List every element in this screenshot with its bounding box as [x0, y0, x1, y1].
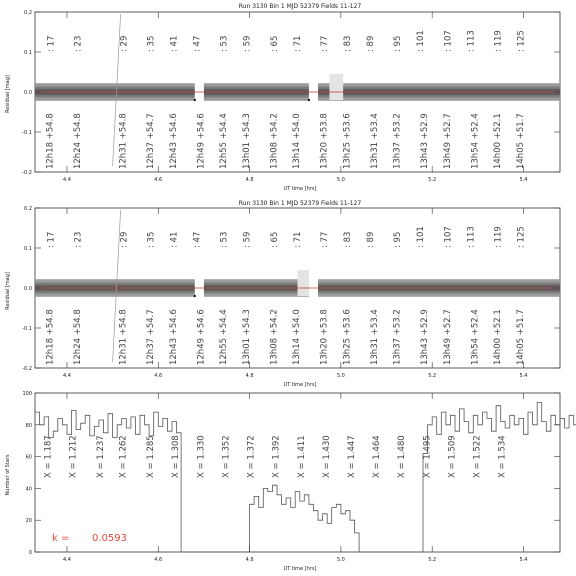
- y-tick-label: 0.0: [24, 90, 32, 96]
- field-label: : 119: [493, 30, 504, 52]
- coord-label: 13h43 +52.9: [420, 309, 431, 365]
- x-tick-label: 4.6: [154, 177, 163, 183]
- coord-label: 12h49 +54.6: [196, 113, 207, 169]
- coord-label: 14h05 +51.7: [515, 113, 526, 169]
- airmass-label: X = 1.509: [447, 435, 458, 478]
- airmass-label: X = 1.392: [271, 435, 282, 478]
- coord-label: 12h55 +54.4: [219, 309, 230, 365]
- coord-label: 13h54 +52.4: [470, 309, 481, 365]
- airmass-label: X = 1.212: [68, 435, 79, 478]
- panel-title: Run 3130 Bin 1 MJD 52379 Fields 11-127: [238, 3, 362, 10]
- y-tick-label: 80: [25, 422, 32, 429]
- field-label: : 47: [192, 35, 203, 52]
- y-axis-label: Residual [mag]: [5, 75, 11, 113]
- airmass-label: X = 1.352: [221, 435, 232, 478]
- field-label: : 17: [46, 35, 57, 52]
- field-label: : 89: [365, 231, 376, 248]
- coord-label: 13h49 +52.7: [442, 113, 453, 169]
- x-tick-label: 4.8: [245, 557, 254, 563]
- airmass-label: X = 1.522: [472, 435, 483, 478]
- x-axis-label: UT time [hrs]: [283, 186, 317, 192]
- x-tick-label: 4.4: [62, 177, 71, 183]
- field-label: : 107: [443, 226, 454, 248]
- coord-label: 12h49 +54.6: [196, 309, 207, 365]
- airmass-label: X = 1.262: [118, 435, 129, 478]
- field-label: : 65: [269, 35, 280, 52]
- airmass-label: X = 1.480: [397, 435, 408, 478]
- field-label: : 101: [416, 30, 427, 52]
- field-label: : 95: [393, 231, 404, 248]
- airmass-label: X = 1.285: [146, 435, 157, 478]
- field-label: : 65: [269, 231, 280, 248]
- field-label: : 47: [192, 231, 203, 248]
- y-tick-label: -0.1: [22, 130, 32, 136]
- field-label: : 83: [343, 231, 353, 248]
- airmass-label: X = 1.495: [422, 435, 433, 478]
- gap-dot: [194, 295, 196, 297]
- airmass-label: X = 1.464: [372, 435, 383, 478]
- field-label: : 71: [292, 35, 303, 52]
- coord-label: 13h20 +53.8: [319, 113, 330, 169]
- field-label: : 59: [242, 231, 253, 248]
- y-tick-label: 100: [22, 391, 32, 397]
- x-tick-label: 5.2: [428, 373, 437, 379]
- field-label: : 23: [73, 231, 84, 248]
- field-label: : 101: [416, 226, 427, 248]
- coord-label: 14h00 +52.1: [493, 113, 504, 169]
- coord-label: 13h01 +54.3: [242, 309, 252, 365]
- airmass-label: X = 1.534: [497, 435, 508, 478]
- x-tick-label: 5.4: [519, 373, 528, 379]
- airmass-label: X = 1.308: [171, 435, 182, 478]
- field-label: : 17: [46, 231, 57, 248]
- coord-label: 12h18 +54.8: [45, 309, 56, 365]
- airmass-label: X = 1.372: [246, 435, 257, 478]
- field-label: : 35: [146, 231, 157, 248]
- coord-label: 13h37 +53.2: [392, 309, 403, 365]
- airmass-label: X = 1.447: [347, 435, 357, 478]
- field-label: : 77: [320, 231, 331, 248]
- coord-label: 12h43 +54.6: [168, 309, 179, 365]
- coord-label: 13h37 +53.2: [392, 113, 403, 169]
- coord-label: 13h01 +54.3: [242, 113, 252, 169]
- x-axis-label: UT time [hrs]: [283, 566, 317, 572]
- field-label: : 107: [443, 30, 454, 52]
- k-value: 0.0593: [92, 533, 127, 544]
- field-label: : 125: [516, 226, 527, 248]
- residual-panel-middle: [5, 200, 560, 388]
- x-tick-label: 4.4: [62, 373, 71, 379]
- gap-dot: [308, 99, 310, 101]
- x-axis-label: UT time [hrs]: [283, 382, 317, 388]
- field-label: : 83: [343, 35, 353, 52]
- coord-label: 12h31 +54.8: [118, 309, 129, 365]
- y-tick-label: 0: [28, 550, 32, 556]
- highlight-block: [298, 270, 309, 296]
- coord-label: 14h00 +52.1: [493, 309, 504, 365]
- airmass-label: X = 1.187: [43, 435, 54, 478]
- x-tick-label: 5.4: [519, 177, 528, 183]
- coord-label: 13h14 +54.0: [292, 113, 303, 169]
- airmass-label: X = 1.330: [196, 435, 207, 478]
- y-tick-label: 20: [25, 518, 32, 525]
- coord-label: 12h43 +54.6: [168, 113, 179, 169]
- x-tick-label: 5.0: [336, 557, 345, 563]
- coord-label: 13h31 +53.4: [369, 113, 380, 169]
- x-tick-label: 4.8: [245, 177, 254, 183]
- x-tick-label: 4.4: [62, 557, 71, 563]
- y-axis-label: Residual [mag]: [5, 272, 11, 310]
- coord-label: 13h20 +53.8: [319, 309, 330, 365]
- coord-label: 13h43 +52.9: [420, 113, 431, 169]
- x-tick-label: 5.4: [519, 557, 528, 563]
- y-axis-label: Number of Stars: [5, 454, 11, 496]
- y-tick-label: 0.2: [24, 206, 32, 212]
- coord-label: 12h55 +54.4: [219, 113, 230, 169]
- coord-label: 13h25 +53.6: [342, 113, 353, 169]
- coord-label: 12h24 +54.8: [73, 113, 84, 169]
- field-label: : 71: [292, 231, 303, 248]
- field-label: : 35: [146, 35, 157, 52]
- y-tick-label: 40: [25, 486, 32, 493]
- panel-title: Run 3130 Bin 1 MJD 52379 Fields 11-127: [238, 200, 362, 207]
- x-tick-label: 5.0: [336, 373, 345, 379]
- field-label: : 23: [73, 35, 84, 52]
- x-tick-label: 5.2: [428, 177, 437, 183]
- coord-label: 12h37 +54.7: [146, 309, 157, 365]
- x-tick-label: 4.6: [154, 557, 163, 563]
- x-tick-label: 4.8: [245, 373, 254, 379]
- y-tick-label: -0.2: [22, 170, 32, 176]
- gap-dot: [194, 99, 196, 101]
- field-label: : 95: [393, 35, 404, 52]
- field-label: : 41: [169, 35, 180, 52]
- highlight-block: [329, 74, 343, 100]
- airmass-label: X = 1.430: [321, 435, 332, 478]
- x-tick-label: 4.6: [154, 373, 163, 379]
- coord-label: 12h31 +54.8: [118, 113, 129, 169]
- coord-label: 14h05 +51.7: [515, 309, 526, 365]
- field-label: : 125: [516, 30, 527, 52]
- field-label: : 119: [493, 226, 504, 248]
- field-label: : 53: [219, 35, 230, 52]
- y-tick-label: -0.2: [22, 366, 32, 372]
- star-count-panel: [5, 391, 576, 572]
- field-label: : 113: [466, 226, 477, 248]
- coord-label: 13h49 +52.7: [442, 309, 453, 365]
- coord-label: 13h31 +53.4: [369, 309, 380, 365]
- airmass-label: X = 1.411: [296, 435, 307, 478]
- field-label: : 113: [466, 30, 477, 52]
- field-label: : 29: [119, 35, 130, 52]
- coord-label: 13h08 +54.2: [269, 113, 280, 169]
- field-label: : 53: [219, 231, 230, 248]
- y-tick-label: 0.2: [24, 10, 32, 16]
- field-label: : 29: [119, 231, 130, 248]
- field-label: : 41: [169, 231, 180, 248]
- y-tick-label: -0.1: [22, 326, 32, 332]
- y-tick-label: 60: [25, 454, 32, 461]
- coord-label: 12h37 +54.7: [146, 113, 157, 169]
- field-label: : 77: [320, 35, 331, 52]
- coord-label: 12h24 +54.8: [73, 309, 84, 365]
- coord-label: 13h54 +52.4: [470, 113, 481, 169]
- x-tick-label: 5.2: [428, 557, 437, 563]
- field-label: : 89: [365, 35, 376, 52]
- coord-label: 12h18 +54.8: [45, 113, 56, 169]
- y-tick-label: 0.1: [24, 246, 32, 252]
- coord-label: 13h25 +53.6: [342, 309, 353, 365]
- coord-label: 13h14 +54.0: [292, 309, 303, 365]
- k-label: k =: [52, 533, 70, 544]
- x-tick-label: 5.0: [336, 177, 345, 183]
- y-tick-label: 0.1: [24, 50, 32, 56]
- residual-panel-top: [5, 3, 560, 192]
- airmass-label: X = 1.237: [95, 435, 106, 478]
- field-label: : 59: [242, 35, 253, 52]
- coord-label: 13h08 +54.2: [269, 309, 280, 365]
- y-tick-label: 0.0: [24, 286, 32, 292]
